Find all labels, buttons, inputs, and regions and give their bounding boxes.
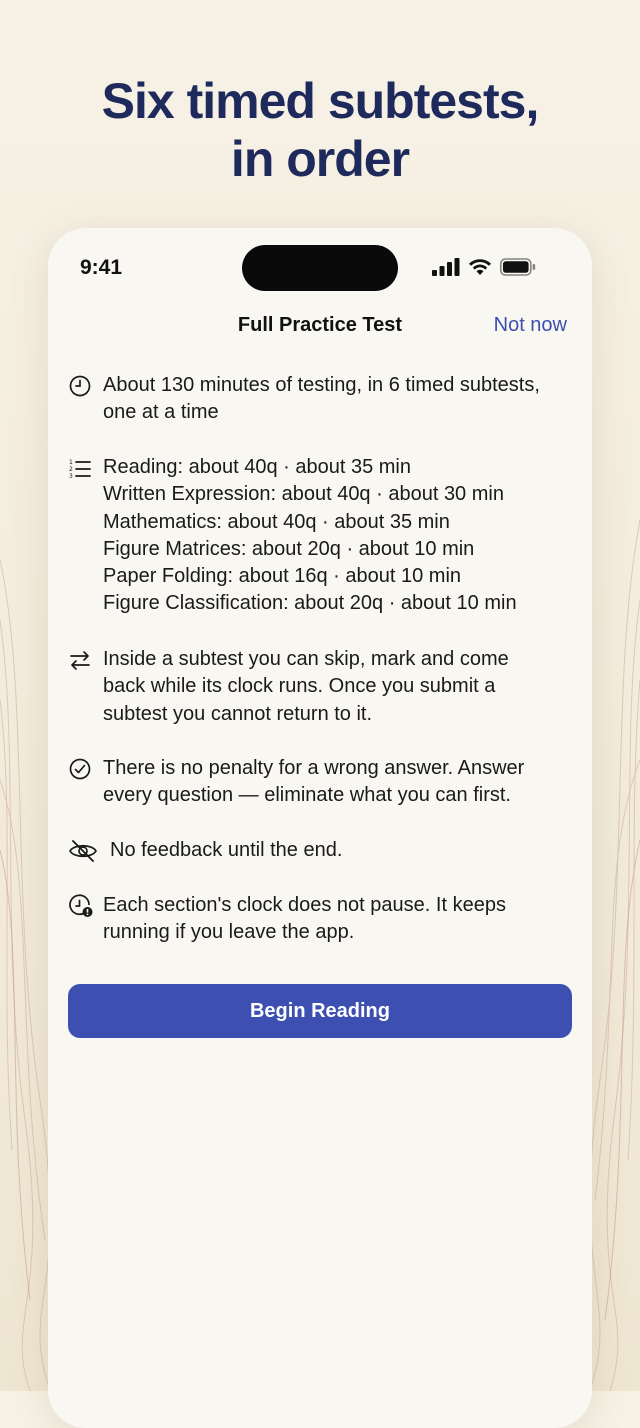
info-item-duration [68,372,573,427]
subtest-line: Figure Classification: about 20q · about 10 min [103,592,517,615]
info-item-subtests [68,454,573,618]
clock-icon [68,374,92,398]
subtest-line: Reading: about 40q · about 35 min [103,456,411,478]
signal-icon [432,258,460,276]
item-line: No feedback until the end. [110,839,343,861]
info-item-penalty [68,755,573,810]
arrows-left-right-icon [68,648,92,672]
subtest-line: Written Expression: about 40q · about 30 min [103,483,504,506]
item-line: There is no penalty for a wrong answer. Answer [103,757,525,779]
begin-reading-button[interactable]: Begin Reading [68,984,572,1038]
info-item-clock [68,892,573,947]
svg-text:3: 3 [69,473,73,480]
svg-text:2: 2 [69,466,73,473]
svg-text:1: 1 [69,459,73,466]
status-icons [432,258,536,276]
item-line: one at a time [103,401,219,424]
not-now-button[interactable]: Not now [493,314,567,336]
item-line: subtest you cannot return to it. [103,702,373,725]
status-time: 9:41 [80,256,123,279]
subtest-line: Figure Matrices: about 20q · about 10 min [103,537,475,560]
checkmark-circle-icon [68,757,92,781]
subtest-line: Mathematics: about 40q · about 35 min [103,510,450,533]
wifi-icon [468,258,492,276]
item-line: Each section's clock does not pause. It keeps [103,894,506,916]
item-line: running if you leave the app. [103,921,355,944]
item-line: About 130 minutes of testing, in 6 timed subtests, [103,374,540,396]
dynamic-island [242,245,398,291]
eye-slash-icon [68,839,98,863]
headline [0,72,640,188]
nav-title: Full Practice Test [237,314,403,336]
subtest-line: Paper Folding: about 16q · about 10 min [103,565,462,588]
item-line: back while its clock runs. Once you submit a [103,675,496,698]
battery-icon [500,258,536,276]
info-item-feedback [68,837,580,868]
info-item-navigation [68,646,573,728]
headline-line-2: in order [230,131,410,187]
numbered-list-icon [68,456,92,480]
headline-line-1: Six timed subtests, [101,73,539,129]
item-line: Inside a subtest you can skip, mark and come [103,648,509,670]
item-line: every question — eliminate what you can first. [103,784,511,807]
clock-alert-icon [68,894,94,918]
